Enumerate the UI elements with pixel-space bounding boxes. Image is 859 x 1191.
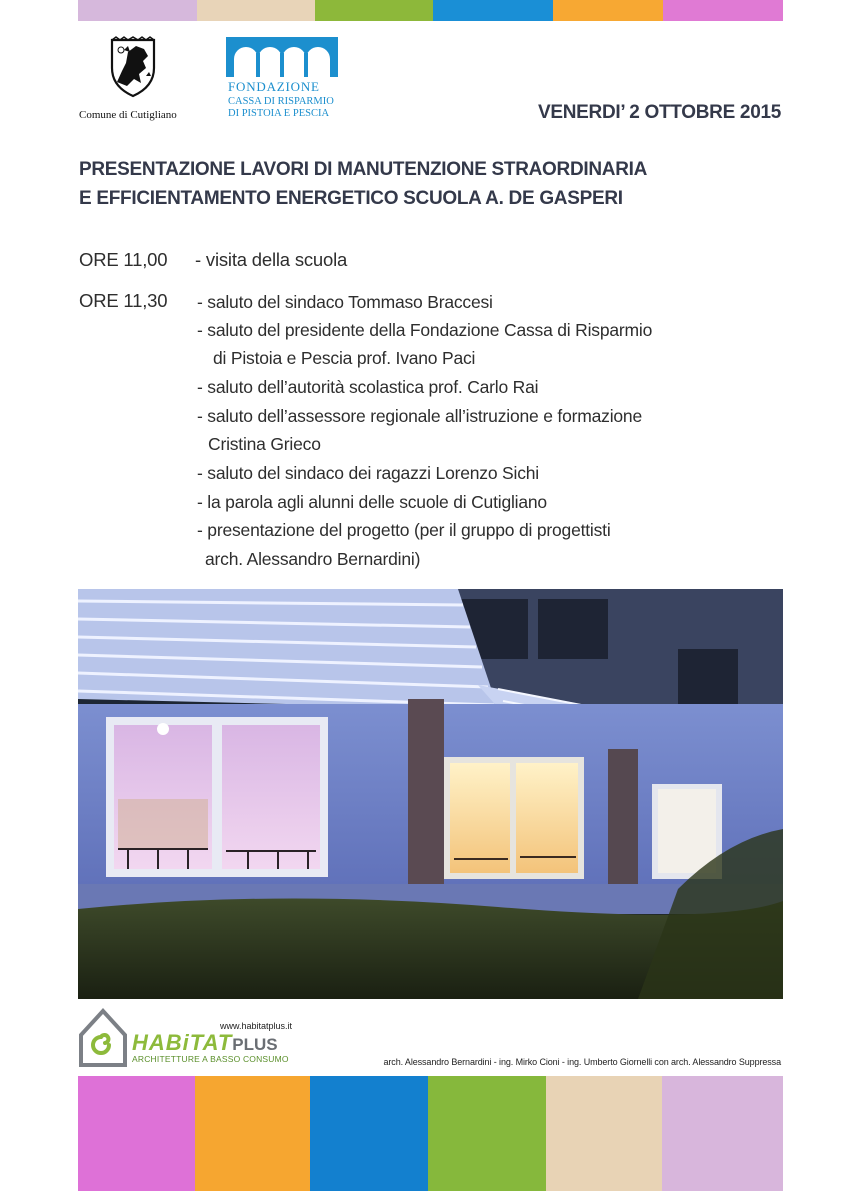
habitat-url[interactable]: www.habitatplus.it [220, 1021, 293, 1031]
fondazione-sub-line2: DI PISTOIA E PESCIA [228, 108, 330, 119]
fondazione-sub-line1: CASSA DI RISPARMIO [228, 96, 334, 107]
color-block [315, 0, 433, 21]
comune-label: Comune di Cutigliano [79, 109, 177, 121]
comune-crest-icon [108, 36, 158, 98]
headline-line1: PRESENTAZIONE LAVORI DI MANUTENZIONE STRAORDINARIA [79, 159, 648, 180]
color-block [197, 0, 315, 21]
color-block [662, 1076, 783, 1191]
habitat-brand-word: HABiTAT [132, 1030, 233, 1055]
program-item: - saluto dell’assessore regionale all’istruzione e formazione [197, 406, 642, 426]
program-item: Cristina Grieco [208, 434, 321, 454]
habitat-brand [132, 1030, 278, 1056]
program-time-1: ORE 11,00 [79, 249, 168, 270]
program-item: - saluto del sindaco Tommaso Braccesi [197, 292, 493, 312]
color-block [546, 1076, 662, 1191]
headline-line2: E EFFICIENTAMENTO ENERGETICO SCUOLA A. DE GASPERI [79, 188, 623, 209]
school-photo [78, 589, 783, 999]
program-item: - saluto del sindaco dei ragazzi Lorenzo Sichi [197, 463, 539, 483]
color-block [433, 0, 553, 21]
program-item: - saluto dell’autorità scolastica prof. Carlo Rai [197, 377, 539, 397]
top-color-strip [78, 0, 783, 21]
program-item: - saluto del presidente della Fondazione Cassa di Risparmio [197, 320, 653, 340]
color-block [78, 0, 197, 21]
program-item-visit: - visita della scuola [195, 249, 348, 270]
program-item: arch. Alessandro Bernardini) [205, 549, 421, 569]
color-block [428, 1076, 546, 1191]
fondazione-bridge-icon [226, 37, 338, 77]
fondazione-name: FONDAZIONE [228, 79, 320, 94]
color-block [310, 1076, 428, 1191]
credits-line: arch. Alessandro Bernardini - ing. Mirko Cioni - ing. Umberto Giornelli con arch. Alessandro Suppressa [383, 1057, 781, 1067]
color-block [78, 1076, 195, 1191]
habitat-house-icon [79, 1007, 127, 1067]
program-time-2: ORE 11,30 [79, 290, 168, 311]
color-block [553, 0, 663, 21]
color-block [195, 1076, 310, 1191]
bottom-color-blocks [78, 1076, 783, 1191]
event-date: VENERDI’ 2 OTTOBRE 2015 [537, 102, 781, 123]
program-item: - presentazione del progetto (per il gruppo di progettisti [197, 520, 611, 540]
color-block [663, 0, 783, 21]
habitat-tagline: ARCHITETTURE A BASSO CONSUMO [132, 1054, 289, 1064]
program-item: di Pistoia e Pescia prof. Ivano Paci [213, 348, 476, 368]
program-item: - la parola agli alunni delle scuole di Cutigliano [197, 492, 547, 512]
habitat-brand-plus: PLUS [232, 1035, 278, 1054]
